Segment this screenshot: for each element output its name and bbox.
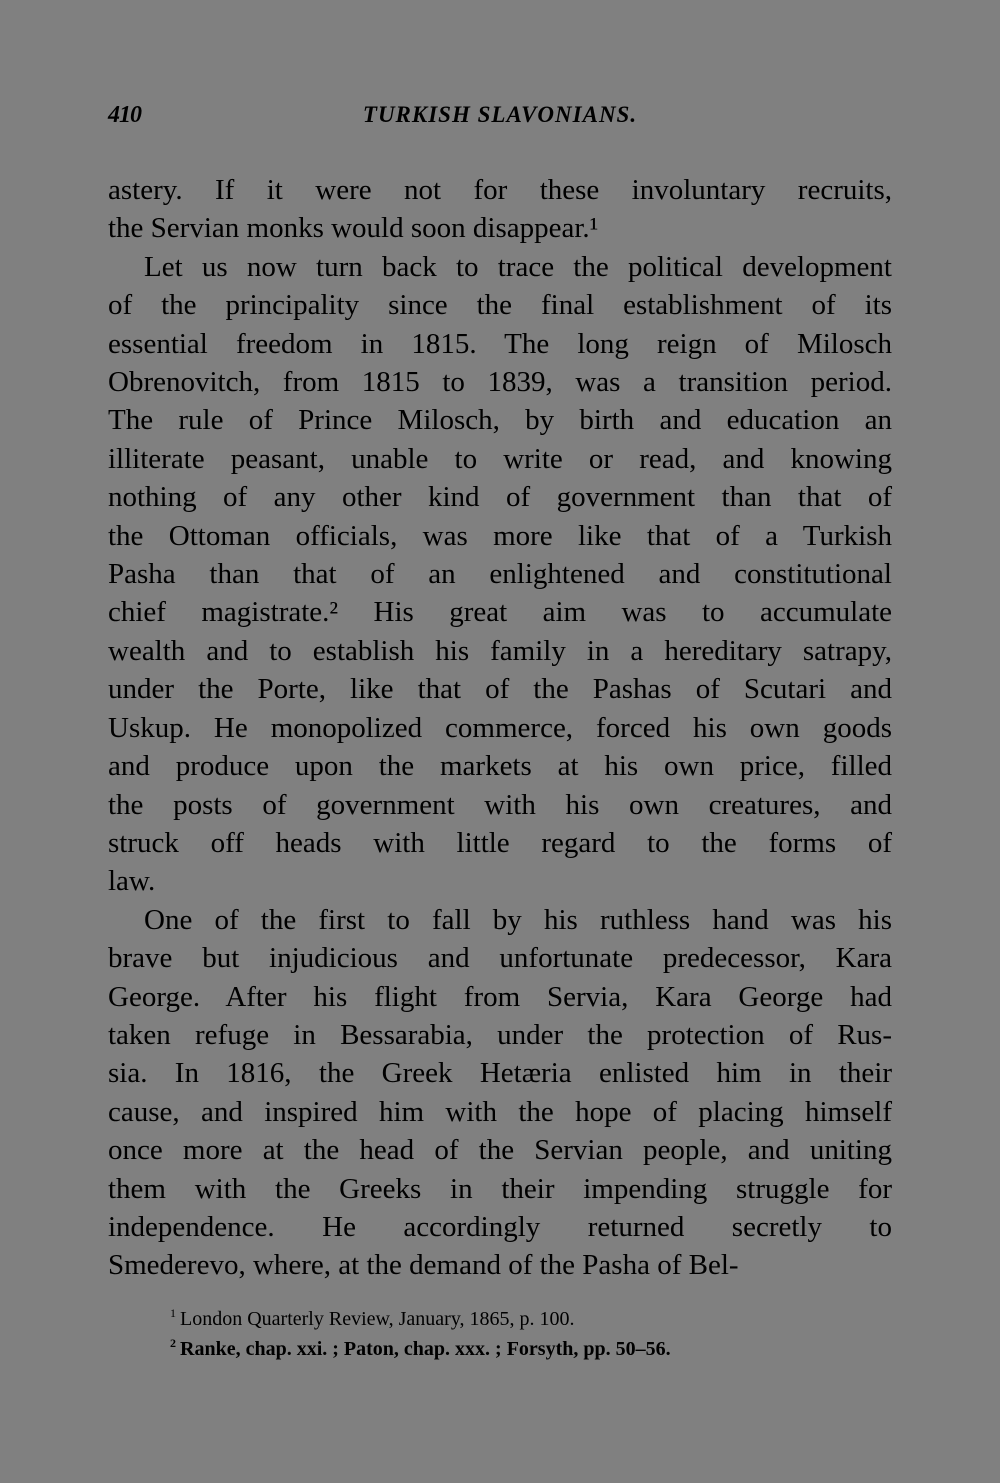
text-line: nothing of any other kind of government than that of (108, 481, 892, 514)
text-line: them with the Greeks in their impending struggle for (108, 1172, 892, 1205)
paragraph-3 (108, 901, 892, 1285)
footnote-mark: 1 (170, 1306, 176, 1321)
text-line: of the principality since the final establishment of its (108, 289, 892, 322)
text-line: taken refuge in Bessarabia, under the protection of Rus- (108, 1018, 892, 1051)
text-line: law. (108, 865, 156, 898)
text-line: Obrenovitch, from 1815 to 1839, was a transition period. (108, 366, 892, 399)
text-line: essential freedom in 1815. The long reign of Milosch (108, 327, 892, 360)
paragraph-1 (108, 171, 892, 248)
text-line: under the Porte, like that of the Pashas of Scutari and (108, 673, 892, 706)
footnotes (170, 1304, 870, 1364)
text-line: illiterate peasant, unable to write or read, and knowing (108, 442, 892, 475)
text-line: chief magistrate.² His great aim was to accumulate (108, 596, 892, 629)
text-line: astery. If it were not for these involuntary recruits, (108, 174, 892, 206)
text-line: cause, and inspired him with the hope of placing himself (108, 1095, 892, 1128)
text-line: struck off heads with little regard to the forms of (108, 826, 892, 859)
text-line: and produce upon the markets at his own price, filled (108, 750, 892, 783)
text-line: once more at the head of the Servian people, and uniting (108, 1134, 892, 1167)
footnote-1 (170, 1304, 870, 1334)
text-line: Let us now turn back to trace the political development (144, 250, 892, 283)
text-line: sia. In 1816, the Greek Hetæria enlisted him in their (108, 1057, 892, 1090)
text-line: Pasha than that of an enlightened and constitutional (108, 558, 892, 591)
paragraph-2 (108, 248, 892, 901)
text-line: wealth and to establish his family in a hereditary satrapy, (108, 634, 892, 667)
text-line: George. After his flight from Servia, Kara George had (108, 980, 892, 1013)
text-line: the Ottoman officials, was more like that of a Turkish (108, 519, 892, 552)
footnote-text: Ranke, chap. xxi. ; Paton, chap. xxx. ; Forsyth, pp. 50–56. (180, 1338, 671, 1360)
footnote-2 (170, 1334, 870, 1364)
running-title: TURKISH SLAVONIANS. (362, 102, 638, 127)
text-line: the Servian monks would soon disappear.¹ (108, 212, 599, 245)
text-line: Smederevo, where, at the demand of the Pasha of Bel- (108, 1249, 739, 1282)
footnote-mark: 2 (170, 1336, 176, 1351)
text-line: brave but injudicious and unfortunate predecessor, Kara (108, 942, 892, 975)
footnote-text: London Quarterly Review, January, 1865, p. 100. (180, 1308, 575, 1330)
text-line: The rule of Prince Milosch, by birth and education an (108, 404, 892, 437)
text-line: independence. He accordingly returned secretly to (108, 1210, 892, 1243)
text-line: Uskup. He monopolized commerce, forced his own goods (108, 711, 892, 744)
body-text (108, 171, 892, 1285)
running-head (108, 102, 892, 138)
text-line: the posts of government with his own creatures, and (108, 788, 892, 821)
text-line: One of the first to fall by his ruthless hand was his (144, 903, 892, 936)
page-number: 410 (108, 102, 141, 128)
